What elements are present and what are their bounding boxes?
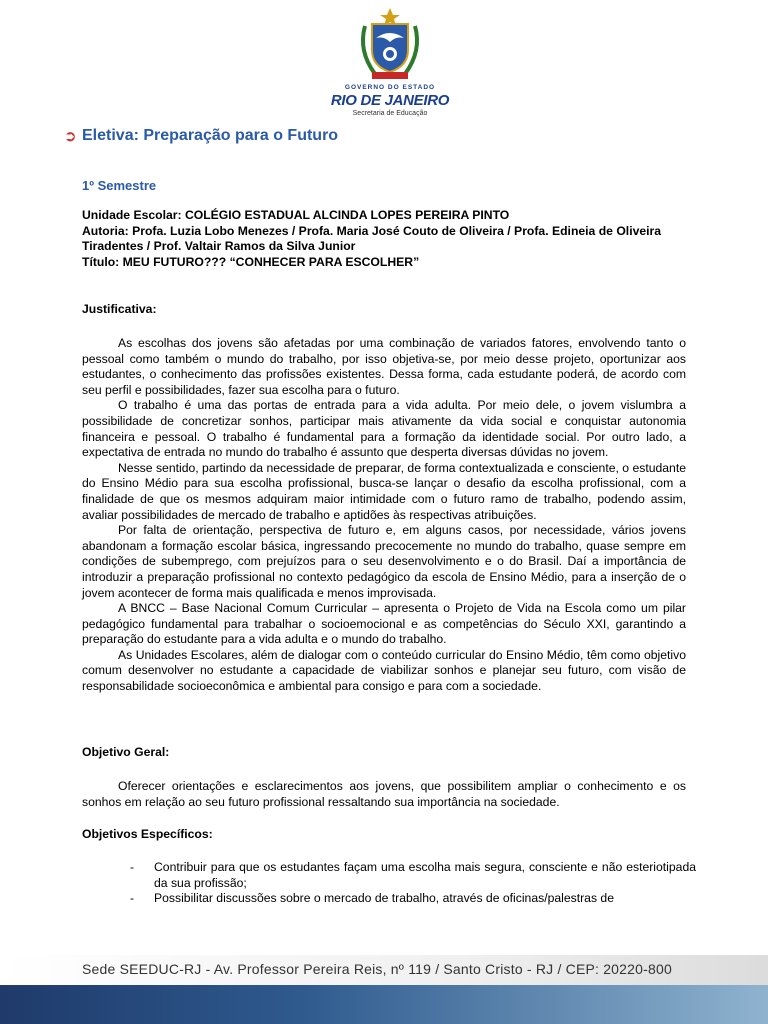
school-info	[82, 208, 686, 270]
objetivo-geral-body	[82, 779, 686, 810]
titulo-line: Título: MEU FUTURO??? “CONHECER PARA ESCOLHER”	[82, 254, 420, 269]
paragraph: As escolhas dos jovens são afetadas por uma combinação de variados fatores, envolvendo tanto o pessoal como também o mundo do trabalho, por isso objetiva-se, por meio desse projeto, oportunizar aos estudantes, o conhecimento das profissões existentes. Dessa forma, cada estudante poderá, de acordo com seu perfil e possibilidades, fazer sua escolha para o futuro.	[82, 336, 686, 397]
logo-rio-text: RIO DE JANEIRO	[330, 92, 450, 109]
justificativa-body	[82, 336, 686, 695]
arrow-bullet-icon: ➲	[64, 128, 77, 145]
objetivos-especificos-label: Objetivos Específicos:	[82, 827, 213, 841]
paragraph: Oferecer orientações e esclarecimentos aos jovens, que possibilitem ampliar o conhecimento e os sonhos em relação ao seu futuro profissional ressaltando sua importância na sociedade.	[82, 779, 686, 809]
footer-address: Sede SEEDUC-RJ - Av. Professor Pereira Reis, nº 119 / Santo Cristo - RJ / CEP: 20220-800	[82, 961, 672, 977]
semester-heading: 1º Semestre	[82, 178, 157, 193]
dash-bullet: -	[130, 860, 135, 874]
unidade-line: Unidade Escolar: COLÉGIO ESTADUAL ALCINDA LOPES PEREIRA PINTO	[82, 208, 510, 222]
state-logo	[320, 6, 460, 122]
justificativa-label: Justificativa:	[82, 302, 157, 316]
paragraph: O trabalho é uma das portas de entrada para a vida adulta. Por meio dele, o jovem vislumbra a possibilidade de concretizar sonhos, participar mais ativamente da vida social e conquistar autonomia financeira e pessoal. O trabalho é fundamental para a formação da identidade social. Por outro lado, a expectativa de entrada no mundo do trabalho é assunto que desperta diversas dúvidas no jovem.	[82, 398, 686, 460]
list-item	[130, 891, 696, 907]
list-item-text: Contribuir para que os estudantes façam uma escolha mais segura, consciente e não esteriotipada da sua profissão;	[154, 860, 696, 890]
paragraph: Por falta de orientação, perspectiva de futuro e, em alguns casos, por necessidade, vários jovens abandonam a formação escolar básica, ingressando precocemente no mundo do trabalho, quase sempre em condições de subemprego, com prejuízos para o seu desenvolvimento e o do Brasil. Daí a importância de introduzir a preparação profissional no contexto pedagógico da escola de Ensino Médio, para a inserção de o jovem acontecer de forma mais qualificada e menos improvisada.	[82, 523, 686, 600]
page-title: Eletiva: Preparação para o Futuro	[82, 127, 339, 144]
paragraph: A BNCC – Base Nacional Comum Curricular – apresenta o Projeto de Vida na Escola como um pilar pedagógico fundamental para trabalhar o socioemocional e as competências do Século XXI, garantindo a preparação do estudante para a vida adulta e o mundo do trabalho.	[82, 601, 686, 647]
logo-secretaria-text: Secretaria de Educação	[352, 110, 428, 117]
coat-of-arms-icon	[320, 6, 460, 86]
autoria-line: Autoria: Profa. Luzia Lobo Menezes / Profa. Maria José Couto de Oliveira / Profa. Edineia de Oliveira Tiradentes / Prof. Valtair Ramos da Silva Junior	[82, 223, 662, 254]
logo-governo-text: GOVERNO DO ESTADO	[344, 84, 436, 91]
paragraph: Nesse sentido, partindo da necessidade de preparar, de forma contextualizada e consciente, o estudante do Ensino Médio para sua escolha profissional, busca-se lançar o desafio da escolha profissional, com a finalidade de que os mesmos adquiram maior intimidade com o futuro ramo de trabalho, podendo assim, avaliar possibilidades de mercado de trabalho e aptidões às respectivas atribuições.	[82, 460, 686, 522]
footer-color-bar	[0, 985, 768, 1024]
paragraph: As Unidades Escolares, além de dialogar com o conteúdo curricular do Ensino Médio, têm como objetivo comum desenvolver no estudante a capacidade de viabilizar sonhos e planejar seu futuro, com visão de responsabilidade socioeconômica e ambiental para consigo e para com a sociedade.	[82, 647, 686, 694]
list-item	[130, 860, 696, 891]
objetivo-geral-label: Objetivo Geral:	[82, 745, 170, 759]
list-item-text: Possibilitar discussões sobre o mercado de trabalho, através de oficinas/palestras de	[154, 891, 614, 906]
dash-bullet: -	[130, 891, 135, 906]
objetivos-list	[130, 860, 696, 907]
